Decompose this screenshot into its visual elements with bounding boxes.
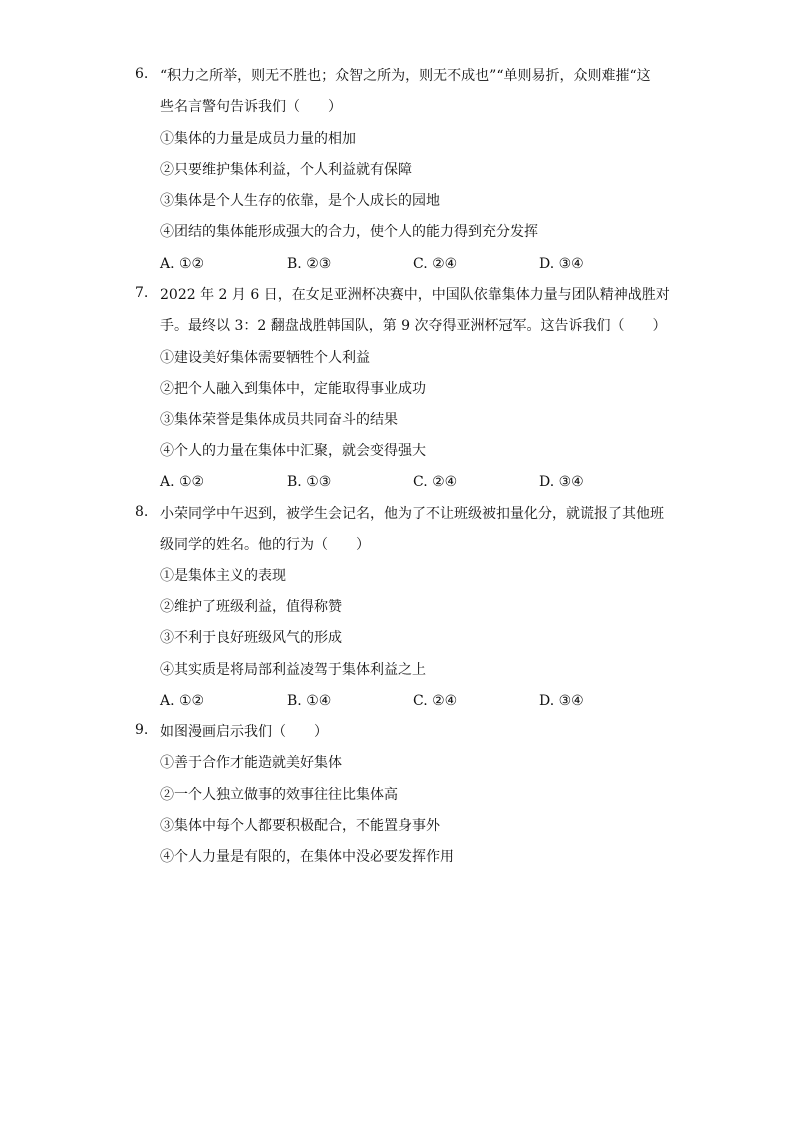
- question-stem-line: 级同学的姓名。他的行为（ ）: [160, 537, 370, 553]
- question-number: 8.: [135, 504, 149, 520]
- statement-option: ①集体的力量是成员力量的相加: [160, 131, 356, 147]
- question-stem-line: 手。最终以 3：2 翻盘战胜韩国队，第 9 次夺得亚洲杯冠军。这告诉我们（ ）: [160, 318, 667, 334]
- choice-b[interactable]: B. ①④: [287, 693, 332, 709]
- statement-option: ③不利于良好班级风气的形成: [160, 630, 342, 646]
- question-stem-line: 2022 年 2 月 6 日，在女足亚洲杯决赛中，中国队依靠集体力量与团队精神战胜对: [160, 287, 670, 303]
- statement-option: ②维护了班级利益，值得称赞: [160, 599, 342, 615]
- statement-option: ③集体是个人生存的依靠，是个人成长的园地: [160, 193, 440, 209]
- question-number: 6.: [135, 66, 149, 82]
- answer-choices: [160, 254, 680, 274]
- statement-option: ④个人力量是有限的，在集体中没必要发挥作用: [160, 849, 454, 865]
- question-stem-line: 小荣同学中午迟到，被学生会记名，他为了不让班级被扣量化分，就谎报了其他班: [160, 506, 664, 522]
- statement-option: ③集体中每个人都要积极配合，不能置身事外: [160, 818, 440, 834]
- answer-choices: [160, 472, 680, 492]
- question-number: 9.: [135, 722, 149, 738]
- choice-a[interactable]: A. ①②: [160, 693, 205, 709]
- choice-d[interactable]: D. ③④: [539, 474, 584, 490]
- question-stem-line: “积力之所举，则无不胜也；众智之所为，则无不成也”“单则易折，众则难摧“这: [160, 68, 651, 84]
- choice-c[interactable]: C. ②④: [413, 693, 458, 709]
- statement-option: ④个人的力量在集体中汇聚，就会变得强大: [160, 443, 426, 459]
- statement-option: ④其实质是将局部利益凌驾于集体利益之上: [160, 662, 426, 678]
- statement-option: ①建设美好集体需要牺牲个人利益: [160, 350, 370, 366]
- choice-a[interactable]: A. ①②: [160, 256, 205, 272]
- choice-b[interactable]: B. ②③: [287, 256, 332, 272]
- question-stem-line: 些名言警句告诉我们（ ）: [160, 99, 342, 115]
- choice-c[interactable]: C. ②④: [413, 256, 458, 272]
- question-number: 7.: [135, 285, 149, 301]
- statement-option: ①善于合作才能造就美好集体: [160, 755, 342, 771]
- choice-a[interactable]: A. ①②: [160, 474, 205, 490]
- choice-b[interactable]: B. ①③: [287, 474, 332, 490]
- statement-option: ④团结的集体能形成强大的合力，使个人的能力得到充分发挥: [160, 224, 538, 240]
- answer-choices: [160, 691, 680, 711]
- question-stem-line: 如图漫画启示我们（ ）: [160, 724, 328, 740]
- statement-option: ②把个人融入到集体中，定能取得事业成功: [160, 381, 426, 397]
- statement-option: ①是集体主义的表现: [160, 568, 286, 584]
- statement-option: ③集体荣誉是集体成员共同奋斗的结果: [160, 412, 398, 428]
- statement-option: ②只要维护集体利益，个人利益就有保障: [160, 162, 412, 178]
- choice-c[interactable]: C. ②④: [413, 474, 458, 490]
- statement-option: ②一个人独立做事的效事往往比集体高: [160, 787, 398, 803]
- choice-d[interactable]: D. ③④: [539, 693, 584, 709]
- choice-d[interactable]: D. ③④: [539, 256, 584, 272]
